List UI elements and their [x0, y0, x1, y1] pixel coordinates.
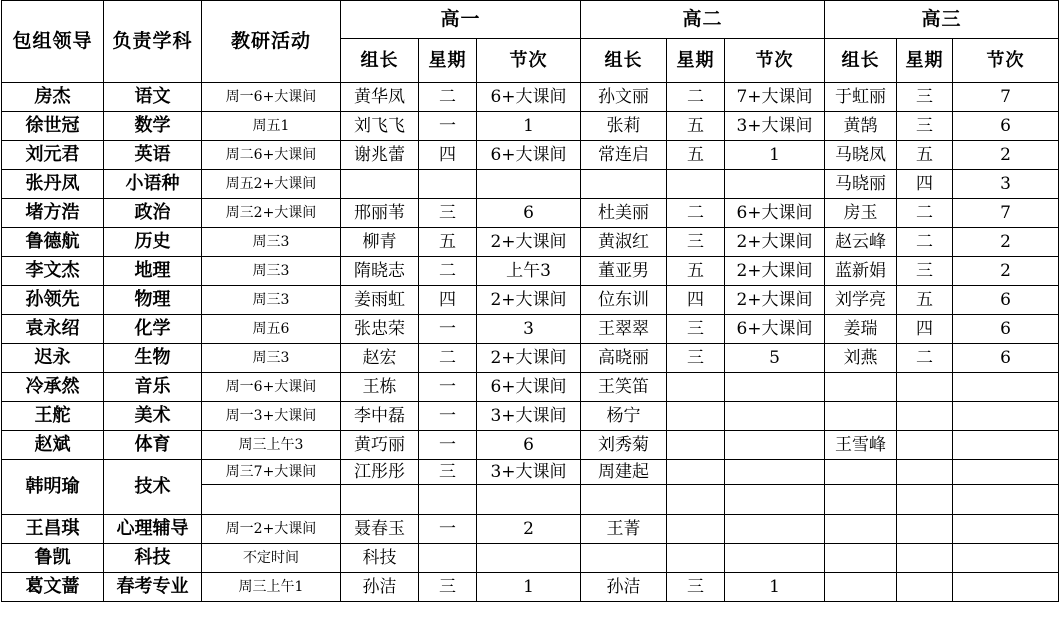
g2-leader-cell: 王菁 [581, 515, 667, 544]
g1-day-cell: 五 [419, 228, 477, 257]
g2-day-cell [667, 460, 725, 485]
leader-cell: 刘元君 [2, 141, 104, 170]
leader-cell: 葛文蔷 [2, 573, 104, 602]
g2-leader-cell: 孙文丽 [581, 83, 667, 112]
g2-period-cell: 1 [725, 141, 825, 170]
g2-leader-cell: 常连启 [581, 141, 667, 170]
g1-period-cell: 2+大课间 [477, 344, 581, 373]
g2-period-cell: 6+大课间 [725, 199, 825, 228]
g1-leader-cell: 赵宏 [341, 344, 419, 373]
leader-cell: 袁永绍 [2, 315, 104, 344]
header-g3-leader: 组长 [825, 39, 897, 83]
g3-leader-cell: 蓝新娟 [825, 257, 897, 286]
g3-day-cell: 四 [897, 170, 953, 199]
g3-day-cell [897, 573, 953, 602]
g1-leader-cell [341, 170, 419, 199]
g1-day-cell: 二 [419, 344, 477, 373]
g1-period-cell: 3 [477, 315, 581, 344]
leader-cell: 堵方浩 [2, 199, 104, 228]
leader-cell: 赵斌 [2, 431, 104, 460]
table-row [2, 373, 1059, 402]
g3-period-cell [953, 460, 1059, 485]
g1-leader-cell: 姜雨虹 [341, 286, 419, 315]
g2-day-cell: 五 [667, 141, 725, 170]
subject-cell: 数学 [104, 112, 202, 141]
g1-leader-cell: 黄华凤 [341, 83, 419, 112]
g3-period-cell: 2 [953, 141, 1059, 170]
g1-day-cell: 四 [419, 286, 477, 315]
g3-period-cell [953, 515, 1059, 544]
g3-period-cell: 2 [953, 228, 1059, 257]
activity-cell: 周一6+大课间 [202, 373, 341, 402]
g2-leader-cell: 位东训 [581, 286, 667, 315]
g2-day-cell: 三 [667, 573, 725, 602]
g3-leader-cell: 黄鹄 [825, 112, 897, 141]
g1-day-cell: 一 [419, 515, 477, 544]
g2-period-cell [725, 544, 825, 573]
g3-day-cell: 四 [897, 315, 953, 344]
table-row [2, 112, 1059, 141]
g1-leader-cell: 黄巧丽 [341, 431, 419, 460]
table-row [2, 402, 1059, 431]
g2-period-cell: 6+大课间 [725, 315, 825, 344]
leader-cell: 孙领先 [2, 286, 104, 315]
table-row [2, 199, 1059, 228]
header-g2-leader: 组长 [581, 39, 667, 83]
leader-cell: 徐世冠 [2, 112, 104, 141]
g2-day-cell: 三 [667, 344, 725, 373]
g2-period-cell: 2+大课间 [725, 257, 825, 286]
g3-leader-cell [825, 544, 897, 573]
g2-day-cell [667, 402, 725, 431]
empty-cell [477, 485, 581, 515]
header-g2-day: 星期 [667, 39, 725, 83]
subject-cell: 美术 [104, 402, 202, 431]
g2-period-cell: 2+大课间 [725, 286, 825, 315]
subject-cell: 物理 [104, 286, 202, 315]
g1-period-cell: 3+大课间 [477, 402, 581, 431]
g3-period-cell: 7 [953, 83, 1059, 112]
subject-cell: 政治 [104, 199, 202, 228]
g3-day-cell: 二 [897, 344, 953, 373]
table-body [2, 83, 1059, 602]
activity-cell: 周三2+大课间 [202, 199, 341, 228]
g1-period-cell: 2 [477, 515, 581, 544]
g3-day-cell: 二 [897, 199, 953, 228]
table-row [2, 544, 1059, 573]
header-grade-1: 高一 [341, 1, 581, 39]
g1-leader-cell: 科技 [341, 544, 419, 573]
g1-leader-cell: 隋晓志 [341, 257, 419, 286]
g3-day-cell [897, 373, 953, 402]
g3-period-cell: 3 [953, 170, 1059, 199]
subject-cell: 科技 [104, 544, 202, 573]
g1-period-cell: 6 [477, 431, 581, 460]
leader-cell: 迟永 [2, 344, 104, 373]
g2-leader-cell [581, 544, 667, 573]
g1-period-cell: 6 [477, 199, 581, 228]
empty-cell [953, 485, 1059, 515]
g3-period-cell: 6 [953, 286, 1059, 315]
g1-leader-cell: 孙洁 [341, 573, 419, 602]
g1-day-cell: 三 [419, 199, 477, 228]
subject-cell: 化学 [104, 315, 202, 344]
activity-cell: 周五6 [202, 315, 341, 344]
g2-day-cell [667, 373, 725, 402]
g3-day-cell [897, 402, 953, 431]
subject-cell: 音乐 [104, 373, 202, 402]
g3-day-cell: 三 [897, 83, 953, 112]
g1-day-cell [419, 170, 477, 199]
g2-day-cell [667, 515, 725, 544]
g1-day-cell: 一 [419, 315, 477, 344]
g2-day-cell [667, 431, 725, 460]
g3-leader-cell [825, 515, 897, 544]
g2-period-cell [725, 402, 825, 431]
g2-day-cell: 三 [667, 228, 725, 257]
table-row [2, 573, 1059, 602]
activity-cell: 周三3 [202, 286, 341, 315]
g1-leader-cell: 邢丽苇 [341, 199, 419, 228]
empty-cell [419, 485, 477, 515]
leader-cell: 李文杰 [2, 257, 104, 286]
subject-cell: 历史 [104, 228, 202, 257]
header-g1-day: 星期 [419, 39, 477, 83]
g3-period-cell: 7 [953, 199, 1059, 228]
g1-day-cell: 一 [419, 373, 477, 402]
g2-leader-cell: 董亚男 [581, 257, 667, 286]
g1-day-cell: 一 [419, 402, 477, 431]
g1-day-cell: 二 [419, 257, 477, 286]
g1-period-cell [477, 544, 581, 573]
g3-day-cell: 五 [897, 286, 953, 315]
subject-cell: 地理 [104, 257, 202, 286]
g3-leader-cell: 姜瑞 [825, 315, 897, 344]
g1-leader-cell: 李中磊 [341, 402, 419, 431]
empty-cell [825, 485, 897, 515]
g2-leader-cell: 黄淑红 [581, 228, 667, 257]
g3-period-cell [953, 402, 1059, 431]
g1-leader-cell: 聂春玉 [341, 515, 419, 544]
g1-period-cell [477, 170, 581, 199]
g3-day-cell: 五 [897, 141, 953, 170]
header-grade-3: 高三 [825, 1, 1059, 39]
g3-leader-cell: 刘学亮 [825, 286, 897, 315]
g2-day-cell [667, 170, 725, 199]
table-row [2, 141, 1059, 170]
schedule-table [1, 0, 1059, 602]
g3-leader-cell [825, 573, 897, 602]
activity-cell: 周一6+大课间 [202, 83, 341, 112]
g2-period-cell: 3+大课间 [725, 112, 825, 141]
leader-cell: 韩明瑜 [2, 460, 104, 515]
empty-cell [667, 485, 725, 515]
g1-period-cell: 3+大课间 [477, 460, 581, 485]
g2-leader-cell: 王笑笛 [581, 373, 667, 402]
table-row [2, 83, 1059, 112]
subject-cell: 小语种 [104, 170, 202, 199]
table-row [2, 286, 1059, 315]
g3-leader-cell: 马晓丽 [825, 170, 897, 199]
g2-leader-cell [581, 170, 667, 199]
g3-day-cell [897, 544, 953, 573]
leader-cell: 冷承然 [2, 373, 104, 402]
g2-day-cell: 二 [667, 83, 725, 112]
g1-period-cell: 上午3 [477, 257, 581, 286]
g1-leader-cell: 柳青 [341, 228, 419, 257]
g2-leader-cell: 周建起 [581, 460, 667, 485]
g2-period-cell: 5 [725, 344, 825, 373]
g3-period-cell [953, 544, 1059, 573]
subject-cell: 春考专业 [104, 573, 202, 602]
activity-cell: 周三7+大课间 [202, 460, 341, 485]
activity-cell: 周五2+大课间 [202, 170, 341, 199]
g1-day-cell: 三 [419, 573, 477, 602]
g1-period-cell: 2+大课间 [477, 286, 581, 315]
g1-leader-cell: 谢兆蕾 [341, 141, 419, 170]
activity-cell: 周三上午1 [202, 573, 341, 602]
g2-leader-cell: 杜美丽 [581, 199, 667, 228]
g2-leader-cell: 刘秀菊 [581, 431, 667, 460]
g2-period-cell [725, 431, 825, 460]
g1-day-cell: 四 [419, 141, 477, 170]
leader-cell: 王舵 [2, 402, 104, 431]
g2-period-cell: 1 [725, 573, 825, 602]
table-row [2, 515, 1059, 544]
g2-leader-cell: 孙洁 [581, 573, 667, 602]
subject-cell: 生物 [104, 344, 202, 373]
activity-cell: 周三3 [202, 257, 341, 286]
activity-cell: 周三3 [202, 344, 341, 373]
g1-period-cell: 6+大课间 [477, 83, 581, 112]
leader-cell: 张丹凤 [2, 170, 104, 199]
activity-cell: 周三3 [202, 228, 341, 257]
g2-period-cell: 7+大课间 [725, 83, 825, 112]
header-g1-leader: 组长 [341, 39, 419, 83]
g3-day-cell [897, 431, 953, 460]
table-row [2, 344, 1059, 373]
header-subject: 负责学科 [104, 1, 202, 83]
empty-cell [341, 485, 419, 515]
g3-period-cell: 2 [953, 257, 1059, 286]
g1-leader-cell: 张忠荣 [341, 315, 419, 344]
subject-cell: 心理辅导 [104, 515, 202, 544]
g3-day-cell: 三 [897, 112, 953, 141]
g3-period-cell [953, 373, 1059, 402]
g3-day-cell [897, 460, 953, 485]
table-row [2, 170, 1059, 199]
g3-leader-cell: 刘燕 [825, 344, 897, 373]
g2-day-cell: 五 [667, 112, 725, 141]
g2-leader-cell: 高晓丽 [581, 344, 667, 373]
g3-leader-cell: 马晓凤 [825, 141, 897, 170]
g3-leader-cell [825, 373, 897, 402]
g3-leader-cell: 于虹丽 [825, 83, 897, 112]
leader-cell: 房杰 [2, 83, 104, 112]
g1-leader-cell: 刘飞飞 [341, 112, 419, 141]
g3-period-cell: 6 [953, 112, 1059, 141]
g3-period-cell: 6 [953, 315, 1059, 344]
g1-period-cell: 1 [477, 112, 581, 141]
activity-cell: 不定时间 [202, 544, 341, 573]
empty-cell [202, 485, 341, 515]
g1-day-cell: 一 [419, 431, 477, 460]
g1-period-cell: 6+大课间 [477, 373, 581, 402]
g2-day-cell: 五 [667, 257, 725, 286]
header-activity: 教研活动 [202, 1, 341, 83]
g1-day-cell [419, 544, 477, 573]
table-row [2, 257, 1059, 286]
g3-period-cell [953, 573, 1059, 602]
header-g3-day: 星期 [897, 39, 953, 83]
g3-leader-cell: 赵云峰 [825, 228, 897, 257]
empty-cell [897, 485, 953, 515]
g1-period-cell: 6+大课间 [477, 141, 581, 170]
header-grade-2: 高二 [581, 1, 825, 39]
g1-day-cell: 一 [419, 112, 477, 141]
g1-day-cell: 二 [419, 83, 477, 112]
g2-leader-cell: 杨宁 [581, 402, 667, 431]
g3-day-cell [897, 515, 953, 544]
g2-period-cell [725, 373, 825, 402]
g3-leader-cell: 房玉 [825, 199, 897, 228]
g3-period-cell [953, 431, 1059, 460]
table-row [2, 228, 1059, 257]
g3-leader-cell [825, 402, 897, 431]
activity-cell: 周一2+大课间 [202, 515, 341, 544]
header-g1-period: 节次 [477, 39, 581, 83]
leader-cell: 鲁凯 [2, 544, 104, 573]
subject-cell: 语文 [104, 83, 202, 112]
activity-cell: 周二6+大课间 [202, 141, 341, 170]
g3-period-cell: 6 [953, 344, 1059, 373]
table-row [2, 315, 1059, 344]
g1-period-cell: 2+大课间 [477, 228, 581, 257]
header-g2-period: 节次 [725, 39, 825, 83]
table-row [2, 460, 1059, 485]
g1-day-cell: 三 [419, 460, 477, 485]
table-row [2, 431, 1059, 460]
g2-day-cell: 三 [667, 315, 725, 344]
subject-cell: 英语 [104, 141, 202, 170]
g2-leader-cell: 张莉 [581, 112, 667, 141]
header-g3-period: 节次 [953, 39, 1059, 83]
empty-cell [725, 485, 825, 515]
g2-day-cell: 四 [667, 286, 725, 315]
g2-period-cell [725, 515, 825, 544]
g2-period-cell [725, 170, 825, 199]
leader-cell: 鲁德航 [2, 228, 104, 257]
g2-period-cell [725, 460, 825, 485]
g1-leader-cell: 王栋 [341, 373, 419, 402]
g3-leader-cell [825, 460, 897, 485]
header-leader: 包组领导 [2, 1, 104, 83]
g2-day-cell [667, 544, 725, 573]
subject-cell: 技术 [104, 460, 202, 515]
activity-cell: 周三上午3 [202, 431, 341, 460]
subject-cell: 体育 [104, 431, 202, 460]
activity-cell: 周五1 [202, 112, 341, 141]
g3-day-cell: 三 [897, 257, 953, 286]
g3-day-cell: 二 [897, 228, 953, 257]
g2-leader-cell: 王翠翠 [581, 315, 667, 344]
leader-cell: 王昌琪 [2, 515, 104, 544]
g2-day-cell: 二 [667, 199, 725, 228]
g1-leader-cell: 江彤彤 [341, 460, 419, 485]
empty-cell [581, 485, 667, 515]
g2-period-cell: 2+大课间 [725, 228, 825, 257]
g3-leader-cell: 王雪峰 [825, 431, 897, 460]
activity-cell: 周一3+大课间 [202, 402, 341, 431]
g1-period-cell: 1 [477, 573, 581, 602]
